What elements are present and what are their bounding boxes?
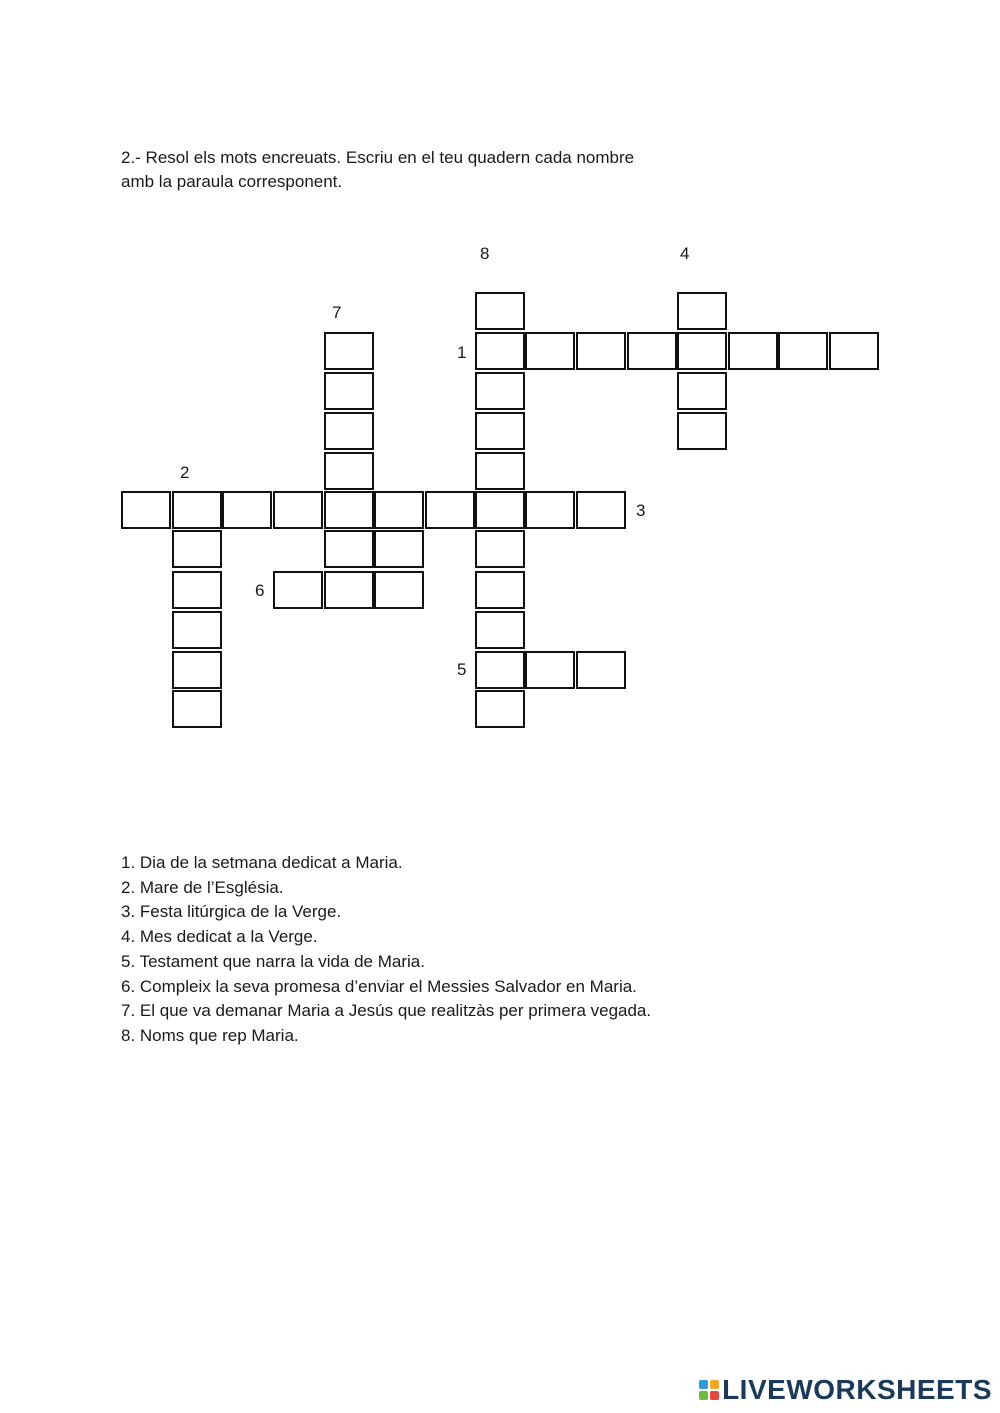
cell-input[interactable]: [477, 374, 523, 408]
cell-input[interactable]: [679, 414, 725, 448]
cell-input[interactable]: [679, 294, 725, 328]
instructions-line-1: 2.- Resol els mots encreuats. Escriu en el teu quadern cada nombre: [121, 148, 635, 167]
cell-input[interactable]: [780, 334, 826, 368]
cell-input[interactable]: [174, 493, 220, 527]
crossword-cell[interactable]: [525, 332, 575, 370]
crossword-cell[interactable]: [324, 491, 374, 529]
crossword-cell[interactable]: [172, 491, 222, 529]
cell-input[interactable]: [730, 334, 776, 368]
crossword-cell[interactable]: [324, 332, 374, 370]
crossword-cell[interactable]: [475, 292, 525, 330]
cell-input[interactable]: [578, 493, 624, 527]
cell-input[interactable]: [477, 334, 523, 368]
cell-input[interactable]: [376, 493, 422, 527]
crossword-cell[interactable]: [475, 571, 525, 609]
clue-number-2: 2: [180, 463, 190, 482]
crossword-cell[interactable]: [172, 690, 222, 728]
crossword-cell[interactable]: [324, 452, 374, 490]
cell-input[interactable]: [527, 334, 573, 368]
cell-input[interactable]: [477, 573, 523, 607]
crossword-cell[interactable]: [324, 530, 374, 568]
crossword-cell[interactable]: [374, 571, 424, 609]
crossword-cell[interactable]: [475, 452, 525, 490]
crossword-cell[interactable]: [475, 372, 525, 410]
cell-input[interactable]: [376, 573, 422, 607]
logo-square: [699, 1391, 708, 1400]
crossword-cell[interactable]: [324, 571, 374, 609]
cell-input[interactable]: [326, 334, 372, 368]
crossword-cell[interactable]: [172, 571, 222, 609]
cell-input[interactable]: [174, 573, 220, 607]
clue-number-8: 8: [480, 244, 490, 263]
clue-number-5: 5: [457, 660, 467, 679]
crossword-cell[interactable]: [273, 571, 323, 609]
cell-input[interactable]: [275, 493, 321, 527]
cell-input[interactable]: [326, 414, 372, 448]
cell-input[interactable]: [174, 692, 220, 726]
cell-input[interactable]: [477, 414, 523, 448]
cell-input[interactable]: [578, 334, 624, 368]
liveworksheets-logo: [699, 1373, 992, 1407]
logo-text: LIVEWORKSHEETS: [722, 1374, 992, 1405]
crossword-cell[interactable]: [121, 491, 171, 529]
cell-input[interactable]: [224, 493, 270, 527]
crossword-cell[interactable]: [172, 651, 222, 689]
cell-input[interactable]: [326, 374, 372, 408]
cell-input[interactable]: [477, 454, 523, 488]
instructions-line-2: amb la paraula corresponent.: [121, 172, 343, 191]
logo-square: [710, 1380, 719, 1389]
cell-input[interactable]: [578, 653, 624, 687]
crossword-cell[interactable]: [475, 690, 525, 728]
clue-number-4: 4: [680, 244, 690, 263]
crossword-cell[interactable]: [222, 491, 272, 529]
cell-input[interactable]: [477, 692, 523, 726]
crossword-cell[interactable]: [677, 372, 727, 410]
crossword-cell[interactable]: [829, 332, 879, 370]
crossword-cell[interactable]: [324, 412, 374, 450]
crossword-cell[interactable]: [273, 491, 323, 529]
clue-item: 7. El que va demanar Maria a Jesús que realitzàs per primera vegada.: [121, 1001, 652, 1021]
crossword-cell[interactable]: [525, 651, 575, 689]
logo-square: [699, 1380, 708, 1389]
crossword-cell[interactable]: [728, 332, 778, 370]
clue-item: 3. Festa litúrgica de la Verge.: [121, 902, 342, 922]
cell-input[interactable]: [326, 573, 372, 607]
cell-input[interactable]: [831, 334, 877, 368]
cell-input[interactable]: [427, 493, 473, 527]
crossword-cell[interactable]: [525, 491, 575, 529]
cell-input[interactable]: [477, 613, 523, 647]
crossword-cell[interactable]: [627, 332, 677, 370]
clue-number-7: 7: [332, 303, 342, 322]
crossword-cell[interactable]: [324, 372, 374, 410]
crossword-cell[interactable]: [677, 332, 727, 370]
crossword-cell[interactable]: [677, 292, 727, 330]
clue-number-1: 1: [457, 343, 467, 362]
crossword-cell[interactable]: [677, 412, 727, 450]
crossword-cell[interactable]: [475, 412, 525, 450]
crossword-cell[interactable]: [425, 491, 475, 529]
crossword-cell[interactable]: [374, 491, 424, 529]
cell-input[interactable]: [275, 573, 321, 607]
cell-input[interactable]: [477, 653, 523, 687]
crossword-cell[interactable]: [475, 332, 525, 370]
crossword-cell[interactable]: [576, 491, 626, 529]
clue-item: 6. Compleix la seva promesa d’enviar el Messies Salvador en Maria.: [121, 976, 637, 996]
cell-input[interactable]: [326, 493, 372, 527]
crossword-cell[interactable]: [475, 611, 525, 649]
clue-list: [121, 851, 651, 1049]
cell-input[interactable]: [326, 532, 372, 566]
cell-input[interactable]: [326, 454, 372, 488]
cell-input[interactable]: [123, 493, 169, 527]
cell-input[interactable]: [477, 294, 523, 328]
cell-input[interactable]: [679, 374, 725, 408]
crossword-cell[interactable]: [778, 332, 828, 370]
clue-item: 2. Mare de l’Església.: [121, 877, 284, 897]
clue-number-3: 3: [636, 501, 646, 520]
crossword-cell[interactable]: [475, 491, 525, 529]
logo-mark-icon: [699, 1380, 719, 1400]
logo-square: [710, 1391, 719, 1400]
clue-item: 5. Testament que narra la vida de Maria.: [121, 951, 425, 971]
crossword-cell[interactable]: [172, 611, 222, 649]
clue-item: 4. Mes dedicat a la Verge.: [121, 927, 318, 947]
cell-input[interactable]: [477, 532, 523, 566]
crossword-cell[interactable]: [576, 651, 626, 689]
cell-input[interactable]: [174, 653, 220, 687]
cell-input[interactable]: [477, 493, 523, 527]
clue-item: 1. Dia de la setmana dedicat a Maria.: [121, 853, 403, 872]
crossword-cell[interactable]: [475, 651, 525, 689]
crossword-cell[interactable]: [475, 530, 525, 568]
crossword-cell[interactable]: [576, 332, 626, 370]
cell-input[interactable]: [679, 334, 725, 368]
cell-input[interactable]: [174, 613, 220, 647]
clue-item: 8. Noms que rep Maria.: [121, 1025, 299, 1045]
cell-input[interactable]: [629, 334, 675, 368]
cell-input[interactable]: [527, 493, 573, 527]
crossword-cell[interactable]: [172, 530, 222, 568]
cell-input[interactable]: [174, 532, 220, 566]
cell-input[interactable]: [376, 532, 422, 566]
crossword-cell[interactable]: [374, 530, 424, 568]
cell-input[interactable]: [527, 653, 573, 687]
clue-number-6: 6: [255, 581, 265, 600]
